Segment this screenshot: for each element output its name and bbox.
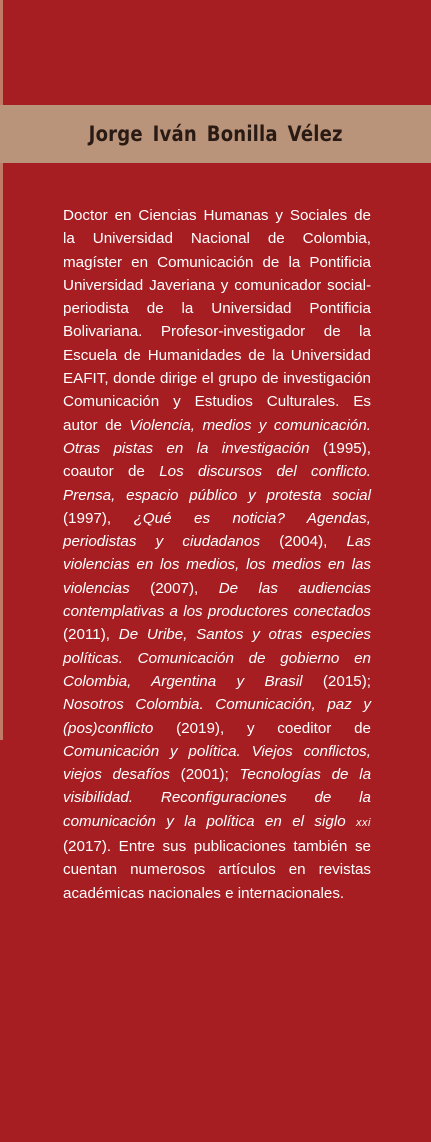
- bio-segment-smallcaps: xxi: [356, 816, 371, 829]
- bio-segment-title: Comunicación y política. Viejos conflictos, viejos desafíos: [63, 742, 371, 784]
- bio-segment-title: Los discursos del conflicto. Prensa, espacio público y protesta social: [63, 463, 371, 504]
- bio-segment: Doctor en Ciencias Humanas y Sociales de la Universidad Nacional de Colombia, magíster en Comunicación de la Pontificia Universidad Javeriana y comunicador social-periodista de la Universidad Pontificia Bolivariana. Profesor-investigador de la Escuela de Humanidades de la Universidad EAFIT, donde dirige el grupo de investigación Comunicación y Estudios Culturales. Es autor de: [63, 207, 371, 434]
- author-name-band: [0, 105, 431, 163]
- bio-segment-title: ¿Qué es noticia? Agendas, periodistas y ciudadanos: [63, 509, 371, 551]
- author-name: Jorge Iván Bonilla Vélez: [88, 122, 343, 146]
- bio-segment-title: De Uribe, Santos y otras especies políticas. Comunicación de gobierno en Colombia, Argentina y Brasil: [63, 626, 372, 690]
- bio-segment: (2017). Entre sus publicaciones también se cuentan numerosos artículos en revistas académicas nacionales e internacionales.: [63, 838, 371, 902]
- bio-segment: (2015);: [302, 672, 371, 690]
- bio-segment: (2007),: [129, 579, 219, 597]
- bio-segment: (1997),: [63, 509, 134, 527]
- bio-segment-title: Violencia, medios y comunicación. Otras pistas en la investigación: [63, 416, 371, 457]
- bio-segment: (2004),: [260, 533, 347, 551]
- bio-segment: (1995), coautor de: [63, 439, 372, 481]
- bio-segment-title: Tecnologías de la visibilidad. Reconfiguraciones de la comunicación y la política en el siglo: [63, 766, 372, 830]
- bio-segment-title: Las violencias en los medios, los medios en las violencias: [63, 533, 372, 597]
- bio-segment-title: Nosotros Colombia. Comunicación, paz y (pos)conflicto: [63, 696, 371, 737]
- bio-segment: (2011),: [63, 626, 119, 644]
- bio-segment: (2001);: [169, 766, 240, 784]
- bio-segment-title: De las audiencias contemplativas a los productores conectados: [63, 579, 371, 621]
- bio-segment: (2019), y coeditor de: [153, 719, 371, 737]
- author-biography: [63, 204, 371, 905]
